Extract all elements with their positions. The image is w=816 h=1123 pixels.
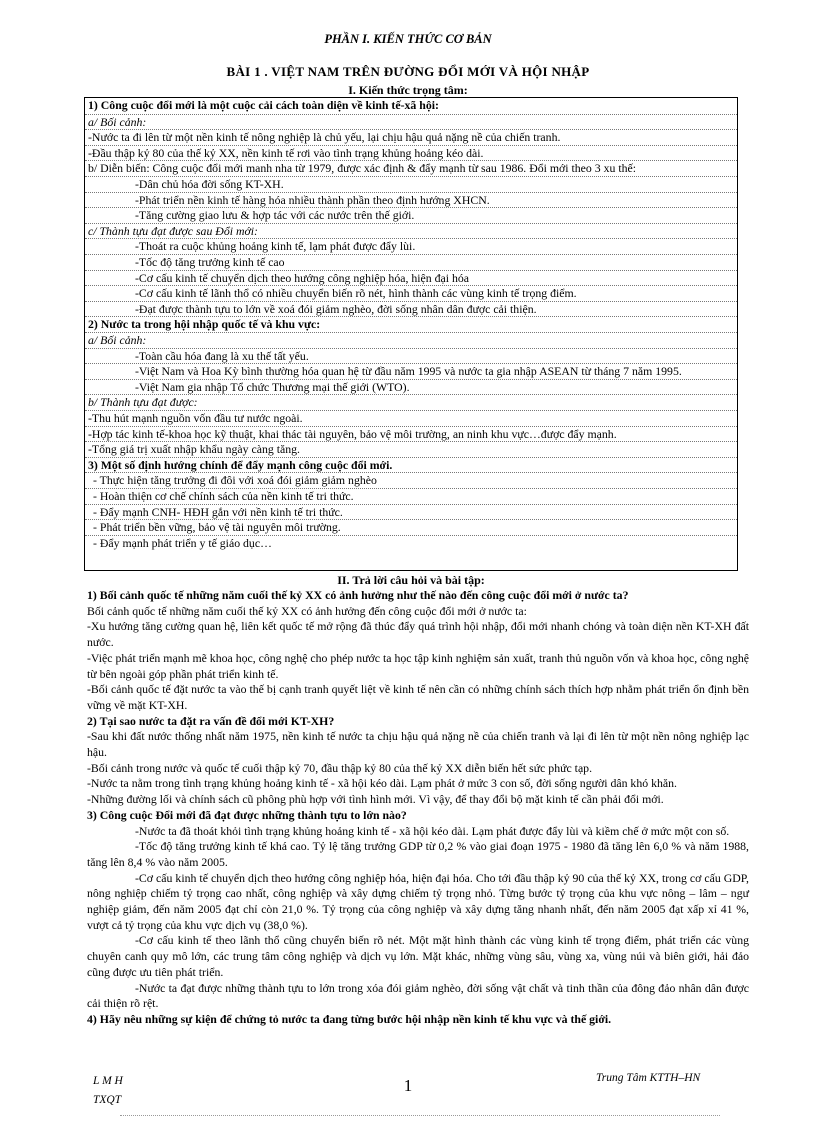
answer-paragraph: Bối cảnh quốc tế những năm cuối thế kỷ XX có ảnh hưởng đến công cuộc đổi mới ở nước ta:: [87, 603, 527, 618]
answer-paragraph: -Nước ta đạt được những thành tựu to lớn trong xóa đói giảm nghèo, đời sống vật chất và tinh thần của đông đảo nhân dân được cải thiện rõ rệt.: [87, 980, 749, 1011]
box-subheading: a/ Bối cảnh:: [85, 332, 737, 348]
box-subheading: c/ Thành tựu đạt được sau Đổi mới:: [85, 223, 737, 239]
question-heading: 3) Công cuộc Đổi mới đã đạt được những thành tựu to lớn nào?: [87, 807, 407, 822]
box-heading: 2) Nước ta trong hội nhập quốc tế và khu vực:: [85, 316, 737, 332]
box-line: -Cơ cấu kinh tế chuyển dịch theo hướng công nghiệp hóa, hiện đại hóa: [85, 270, 737, 286]
answer-paragraph: -Bối cảnh quốc tế đặt nước ta vào thế bị cạnh tranh quyết liệt về kinh tế nên cần có những chính sách thích hợp nhằm phát triển ổn định bền vững về mặt KT-XH.: [87, 682, 749, 712]
qa-body: [87, 588, 749, 1028]
box-heading: 3) Một số định hướng chính để đẩy mạnh công cuộc đổi mới.: [85, 457, 737, 473]
lesson-title: BÀI 1 . VIỆT NAM TRÊN ĐƯỜNG ĐỔI MỚI VÀ HỘI NHẬP: [226, 64, 590, 79]
footer-author: L M H: [93, 1075, 123, 1087]
box-line: - Đẩy mạnh phát triển y tế giáo dục…: [85, 535, 737, 551]
box-heading: 1) Công cuộc đổi mới là một cuộc cải cách toàn diện về kinh tế-xã hội:: [88, 98, 439, 112]
answer-paragraph: -Xu hướng tăng cường quan hệ, liên kết quốc tế mở rộng đã thúc đẩy quá trình hội nhập, đổi mới nhanh chóng và toàn diện nền KT-XH đất nước.: [87, 619, 749, 650]
box-line: -Việt Nam gia nhập Tổ chức Thương mại thế giới (WTO).: [85, 379, 737, 395]
section-1-title: I. Kiến thức trọng tâm:: [348, 83, 468, 97]
box-line: -Tốc độ tăng trưởng kinh tế cao: [85, 254, 737, 270]
question-heading: 2) Tại sao nước ta đặt ra vấn đề đổi mới KT-XH?: [87, 713, 335, 728]
footer-center-name: Trung Tâm KTTH–HN: [596, 1072, 701, 1084]
answer-paragraph: -Bối cảnh trong nước và quốc tế cuối thập kỷ 70, đầu thập kỷ 80 của thế kỷ XX diễn biến hết sức phức tạp.: [87, 760, 593, 775]
box-line: -Tổng giá trị xuất nhập khẩu ngày càng tăng.: [85, 441, 737, 457]
box-line: -Tăng cường giao lưu & hợp tác với các nước trên thế giới.: [85, 207, 737, 223]
box-line: -Cơ cấu kinh tế lãnh thổ có nhiều chuyển biến rõ nét, hình thành các vùng kinh tế trọng điểm.: [85, 285, 737, 301]
box-line: b/ Diễn biến: Công cuộc đổi mới manh nha từ 1979, được xác định & đẩy mạnh từ sau 1986. Đổi mới theo 3 xu thế:: [85, 160, 737, 176]
box-line: - Đẩy mạnh CNH- HĐH gắn với nền kinh tế tri thức.: [85, 504, 737, 520]
key-knowledge-box: [84, 97, 738, 571]
page-number: 1: [403, 1076, 413, 1095]
box-line: -Thoát ra cuộc khủng hoảng kinh tế, lạm phát được đẩy lùi.: [85, 238, 737, 254]
box-line: -Phát triển nền kinh tế hàng hóa nhiều thành phần theo định hướng XHCN.: [85, 192, 737, 208]
footer-rule: [120, 1115, 720, 1116]
answer-paragraph: -Cơ cấu kinh tế chuyển dịch theo hướng công nghiệp hóa, hiện đại hóa. Cho tới đầu thập kỷ 90 của thế kỷ XX, trong cơ cấu GDP, nông nghiệp chiếm tỷ trọng cao nhất, công nghiệp và xây dựng chiếm tỷ trọng nhỏ. Từng bước tỷ trọng của khu vực nông – lâm – ngư nghiệp giảm, đến năm 2005 đạt chỉ còn 21,0 %. Tỷ trọng của công nghiệp và xây dựng tăng nhanh nhất, đến năm 2005 đạt xấp xỉ 41 %, vượt cả tỷ trọng của khu vực dịch vụ (38,0 %).: [87, 870, 749, 932]
box-line: -Đạt được thành tựu to lớn về xoá đói giảm nghèo, đời sống nhân dân được cải thiện.: [85, 301, 737, 317]
box-line: - Hoàn thiện cơ chế chính sách của nền kinh tế tri thức.: [85, 488, 737, 504]
box-line: -Thu hút mạnh nguồn vốn đầu tư nước ngoài.: [85, 410, 737, 426]
page-header: PHẦN I. KIẾN THỨC CƠ BẢN: [324, 32, 492, 46]
box-line: -Hợp tác kinh tế-khoa học kỹ thuật, khai thác tài nguyên, bảo vệ môi trường, an ninh khu vực…được đẩy mạnh.: [85, 426, 737, 442]
box-line: -Đầu thập kỷ 80 của thế kỷ XX, nền kinh tế rơi vào tình trạng khủng hoảng kéo dài.: [85, 145, 737, 161]
box-line: - Phát triển bền vững, bảo vệ tài nguyên môi trường.: [85, 519, 737, 535]
section-2-title: II. Trả lời câu hỏi và bài tập:: [337, 573, 485, 587]
answer-paragraph: -Những đường lối và chính sách cũ phông phù hợp với tình hình mới. Vì vậy, để thay đổi bộ mặt kinh tế cần phải đổi mới.: [87, 792, 664, 807]
answer-paragraph: -Tốc độ tăng trưởng kinh tế khá cao. Tỷ lệ tăng trưởng GDP từ 0,2 % vào giai đoạn 1975 - 1980 đã tăng lên 6,0 % và năm 1988, tăng lên 8,4 % vào năm 2005.: [87, 839, 749, 869]
box-line: -Nước ta đi lên từ một nền kinh tế nông nghiệp là chủ yếu, lại chịu hậu quả nặng nề của chiến tranh.: [85, 129, 737, 145]
answer-paragraph: -Nước ta đã thoát khỏi tình trạng khủng hoảng kinh tế - xã hội kéo dài. Lạm phát được đẩy lùi và kiềm chế ở mức một con số.: [135, 823, 730, 838]
box-subheading: a/ Bối cảnh:: [85, 114, 737, 130]
answer-paragraph: -Nước ta nằm trong tình trạng khủng hoảng kinh tế - xã hội kéo dài. Lạm phát ở mức 3 con số, đời sống người dân khó khăn.: [87, 776, 677, 791]
box-line: - Thực hiện tăng trưởng đi đôi với xoá đói giảm giảm nghèo: [85, 472, 737, 488]
box-subheading: b/ Thành tựu đạt được:: [85, 394, 737, 410]
answer-paragraph: -Sau khi đất nước thống nhất năm 1975, nền kinh tế nước ta chịu hậu quả nặng nề của chiến tranh và lại đi lên từ một nền nông nghiệp lạc hậu.: [87, 729, 749, 760]
footer-code: TXQT: [93, 1094, 122, 1106]
box-line: -Việt Nam và Hoa Kỳ bình thường hóa quan hệ từ đầu năm 1995 và nước ta gia nhập ASEAN từ tháng 7 năm 1995.: [85, 363, 737, 379]
box-line: -Dân chủ hóa đời sống KT-XH.: [85, 176, 737, 192]
answer-paragraph: -Việc phát triển mạnh mẽ khoa học, công nghệ cho phép nước ta học tập kinh nghiệm sản xuất, tranh thủ nguồn vốn và khoa học, công nghệ từ bên ngoài góp phần phát triển kinh tế.: [87, 650, 749, 681]
question-heading: 1) Bối cảnh quốc tế những năm cuối thế kỷ XX có ảnh hưởng như thế nào đến công cuộc đổi mới ở nước ta?: [87, 588, 629, 602]
question-heading: 4) Hãy nêu những sự kiện để chứng tỏ nước ta đang từng bước hội nhập nền kinh tế khu vực và thế giới.: [87, 1011, 612, 1026]
box-line: -Toàn cầu hóa đang là xu thế tất yếu.: [85, 348, 737, 364]
answer-paragraph: -Cơ cấu kinh tế theo lãnh thổ cũng chuyển biến rõ nét. Một mặt hình thành các vùng kinh tế trọng điểm, phát triển các vùng chuyên canh quy mô lớn, các trung tâm công nghiệp và dịch vụ lớn. Mặt khác, những vùng sâu, vùng xa, vùng núi và biên giới, hải đảo cũng được ưu tiên phát triển.: [87, 933, 749, 979]
